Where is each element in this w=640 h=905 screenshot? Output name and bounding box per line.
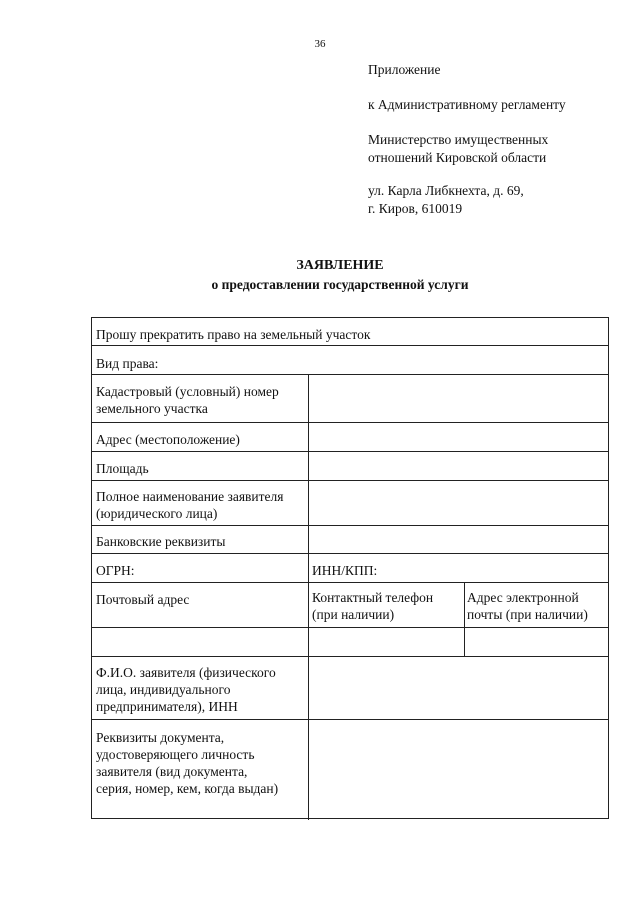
email-label-line-2: почты (при наличии) (467, 607, 588, 622)
applicant-name-label (96, 488, 284, 522)
identity-document-field[interactable] (309, 720, 609, 818)
email-label (467, 589, 588, 623)
identity-document-label (96, 729, 278, 797)
individual-applicant-label (96, 664, 276, 715)
individual-applicant-label-line-1: Ф.И.О. заявителя (физического (96, 665, 276, 680)
applicant-name-label-line-1: Полное наименование заявителя (96, 489, 284, 504)
row-divider (92, 553, 608, 554)
right-type-label: Вид права: (96, 356, 159, 371)
address-label: Адрес (местоположение) (96, 432, 240, 447)
phone-label-line-1: Контактный телефон (312, 590, 434, 605)
recipient-ministry-line-1: Министерство имущественных (368, 132, 549, 147)
regulation-reference: к Административному регламенту (368, 97, 566, 112)
individual-applicant-label-line-2: лица, индивидуального (96, 682, 231, 697)
bank-details-field[interactable] (309, 526, 609, 553)
identity-document-label-line-1: Реквизиты документа, (96, 730, 225, 745)
recipient-address-line-1: ул. Карла Либкнехта, д. 69, (368, 183, 524, 198)
row-divider (92, 582, 608, 583)
ogrn-label: ОГРН: (96, 563, 135, 578)
recipient-ministry (368, 131, 548, 167)
recipient-ministry-line-2: отношений Кировской области (368, 150, 547, 165)
email-label-line-1: Адрес электронной (467, 590, 579, 605)
phone-field[interactable] (309, 628, 463, 656)
bank-details-label: Банковские реквизиты (96, 534, 226, 549)
individual-applicant-field[interactable] (309, 657, 609, 719)
recipient-address-line-2: г. Киров, 610019 (368, 201, 463, 216)
page-number: 36 (314, 38, 326, 50)
identity-document-label-line-2: удостоверяющего личность (96, 747, 255, 762)
area-field[interactable] (309, 452, 609, 480)
address-field[interactable] (309, 423, 609, 451)
email-field[interactable] (465, 628, 609, 656)
postal-address-label: Почтовый адрес (96, 592, 190, 607)
document-subtitle: о предоставлении государственной услуги (211, 277, 469, 292)
row-divider (92, 345, 608, 346)
identity-document-label-line-3: заявителя (вид документа, (96, 764, 248, 779)
inn-kpp-label: ИНН/КПП: (312, 563, 378, 578)
cadastral-number-field[interactable] (309, 375, 609, 422)
application-form-table (91, 317, 609, 819)
appendix-label: Приложение (368, 62, 441, 77)
document-title: ЗАЯВЛЕНИЕ (296, 258, 384, 273)
cadastral-number-label (96, 383, 279, 417)
area-label: Площадь (96, 461, 149, 476)
applicant-name-field[interactable] (309, 481, 609, 525)
cadastral-number-label-line-2: земельного участка (96, 401, 208, 416)
postal-address-field[interactable] (93, 628, 307, 656)
individual-applicant-label-line-3: предпринимателя), ИНН (96, 699, 238, 714)
recipient-address (368, 182, 524, 218)
cadastral-number-label-line-1: Кадастровый (условный) номер (96, 384, 279, 399)
phone-label (312, 589, 433, 623)
identity-document-label-line-4: серия, номер, кем, когда выдан) (96, 781, 279, 796)
request-label: Прошу прекратить право на земельный участок (96, 327, 371, 342)
phone-label-line-2: (при наличии) (312, 607, 395, 622)
applicant-name-label-line-2: (юридического лица) (96, 506, 218, 521)
